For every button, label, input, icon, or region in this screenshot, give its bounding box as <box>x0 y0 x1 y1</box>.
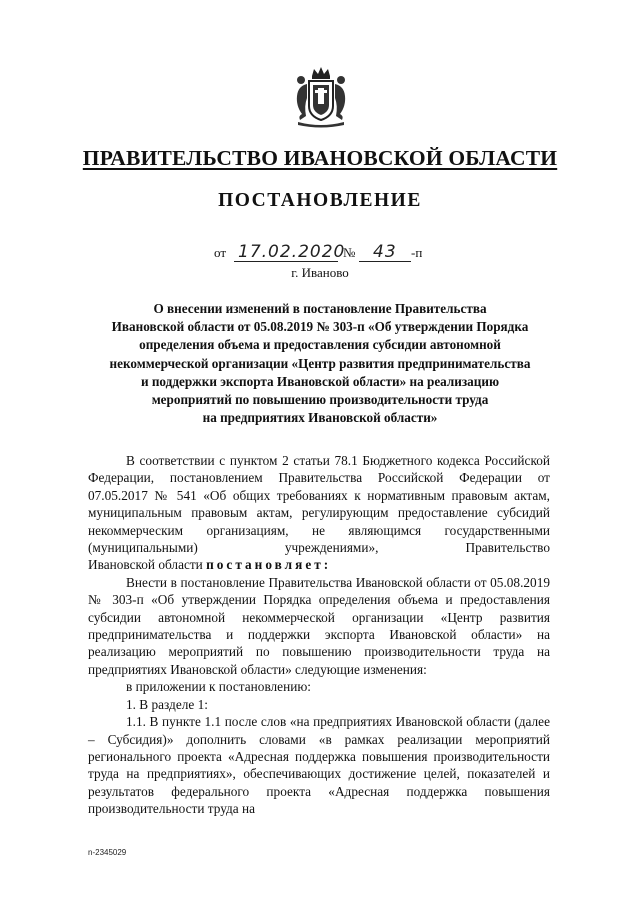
subject-line: О внесении изменений в постановление Правительства <box>153 301 487 316</box>
city-name: г. Иваново <box>291 265 349 280</box>
document-subject <box>100 300 540 427</box>
subject-line: некоммерческой организации «Центр развития предпринимательства <box>109 355 531 371</box>
subject-line: Ивановской области от 05.08.2019 № 303-п «Об утверждении Порядка <box>111 319 529 335</box>
number-suffix: -п <box>411 245 423 260</box>
subject-line: на предприятиях Ивановской области» <box>202 410 438 426</box>
government-title: ПРАВИТЕЛЬСТВО ИВАНОВСКОЙ ОБЛАСТИ <box>82 146 558 170</box>
document-body <box>88 452 550 818</box>
paragraph-resolution <box>88 556 550 573</box>
paragraph-item: 1.1. В пункте 1.1 после слов «на предприятиях Ивановской области (далее – Субсидия)» дополнить словами «в рамках реализации мероприятий регионального проекта «Адресная поддержка повышения производительности труда на предприятиях», обеспечивающих достижение целей, показателей и результатов федерального проекта «Адресная поддержка повышения производительности труда на <box>88 714 550 817</box>
date-from-label: от <box>214 245 227 260</box>
paragraph-annex: в приложении к постановлению: <box>126 679 311 695</box>
handwritten-number: 43 <box>373 242 397 262</box>
date-number-line <box>214 243 474 267</box>
number-label: № <box>343 245 356 260</box>
subject-line: определения объема и предоставления субсидии автономной <box>139 337 501 353</box>
resolves-keyword: постановляет: <box>206 557 332 573</box>
resolution-subject: Ивановской области <box>88 557 203 573</box>
subject-line: и поддержки экспорта Ивановской области» на реализацию <box>140 373 500 389</box>
handwritten-date: 17.02.2020 <box>238 242 346 262</box>
paragraph-amendment: Внести в постановление Правительства Ивановской области от 05.08.2019 № 303-п «Об утверждении Порядка определения объема и предоставления субсидии автономной некоммерческой организации «Центр развития предпринимательства и поддержки экспорта Ивановской области» на реализацию мероприятий по повышению производительности труда на предприятиях Ивановской области» следующие изменения: <box>88 574 550 677</box>
paragraph-legal-basis: В соответствии с пунктом 2 статьи 78.1 Бюджетного кодекса Российской Федерации, постановлением Правительства Российской Федерации от 07.05.2017 № 541 «Об общих требованиях к нормативным правовым актам, муниципальным правовым актам, регулирующим предоставление субсидий некоммерческим организациям, не являющимся государственными (муниципальными) учреждениями», Правительство <box>88 453 550 556</box>
document-code: n-2345029 <box>88 848 127 857</box>
document-type-title: ПОСТАНОВЛЕНИЕ <box>218 190 422 211</box>
ivanovo-coat-of-arms-icon <box>292 66 350 128</box>
paragraph-section: 1. В разделе 1: <box>126 696 208 712</box>
subject-line: мероприятий по повышению производительности труда <box>151 392 489 408</box>
